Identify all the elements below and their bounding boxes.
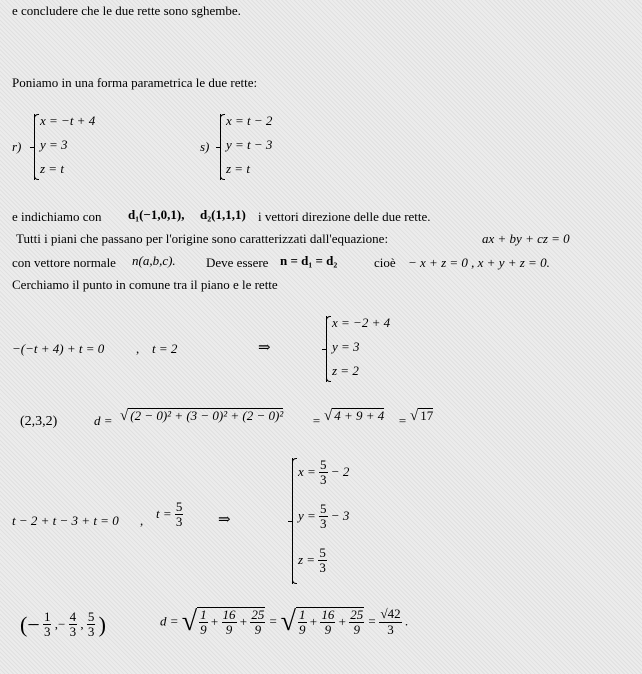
distance-r-radicand: (2 − 0)² + (3 − 0)² + (2 − 0)² [130, 408, 284, 423]
intersection-s-comma: , [140, 513, 144, 528]
sqrt-icon: √ [120, 408, 129, 424]
line-r-label: r) [12, 139, 22, 154]
intersection-s-equation: t − 2 + t − 3 + t = 0 [12, 513, 119, 528]
implies-icon: ⇒ [258, 340, 271, 356]
sqrt-icon: √ [181, 606, 198, 637]
intersection-s-system [292, 458, 392, 584]
distance-r-result: 17 [420, 408, 434, 423]
intersection-r-x: x = −2 + 4 [332, 315, 391, 330]
vector-d2: d₂(1,1,1) [200, 207, 246, 222]
intersection-r-z: z = 2 [332, 363, 359, 378]
intersection-s-t [156, 500, 183, 530]
line-s-label: s) [200, 139, 210, 154]
distance-r-mid-root [324, 408, 384, 425]
intersection-s-t-lhs: t = [156, 505, 172, 521]
distance-s-result-num: √42 [380, 606, 401, 622]
plane-equation: ax + by + cz = 0 [482, 231, 570, 246]
implies-icon: ⇒ [218, 512, 231, 528]
intersection-s-z: z = $\frac{5}{3}$ [298, 545, 326, 576]
intersection-r-y: y = 3 [332, 339, 360, 354]
line-r-eq2: y = 3 [40, 137, 68, 152]
line-s-eq1: x = t − 2 [226, 113, 273, 128]
distance-s-lhs: d = [160, 613, 179, 629]
intersection-s-x: x = $\frac{5}{3}$ − 2 [298, 457, 350, 488]
line-s-eq3: z = t [226, 161, 250, 176]
plane-normal: n(a,b,c). [132, 253, 176, 268]
planes-text: Tutti i piani che passano per l'origine sono caratterizzati dall'equazione: [16, 231, 389, 246]
intersection-s-t-num: 5 [175, 499, 183, 514]
plane-equations: − x + z = 0 , x + y + z = 0. [408, 255, 550, 270]
vectors-text-b: i vettori direzione delle due rette. [258, 209, 431, 224]
distance-s: d = √ $\frac{1}{9}$ + $\frac{16}{9}$ + $\frac{25}{9}$ = √ $\frac{1}{9}$ + $\frac{16}{9}$ + $\frac{25}{9}$ = $\frac{√42}{3}$ . [160, 606, 409, 638]
line-s-system [220, 114, 340, 180]
distance-r-root [120, 408, 283, 425]
distance-r-eq: = [312, 413, 321, 428]
distance-r-lhs: d = [94, 413, 113, 428]
intersection-r-point: (2,3,2) [20, 414, 58, 429]
distance-r-mid: 4 + 9 + 4 [334, 408, 385, 423]
line-r-eq3: z = t [40, 161, 64, 176]
intro-text: e concludere che le due rette sono sghembe. [12, 3, 241, 18]
line-r-eq1: x = −t + 4 [40, 113, 96, 128]
intersection-r-t: t = 2 [152, 341, 178, 356]
distance-s-result-den: 3 [387, 621, 394, 637]
intersection-s-t-den: 3 [175, 514, 183, 530]
normal-text-b: Deve essere [206, 255, 269, 270]
vector-d1: d₁(−1,0,1), [128, 207, 185, 222]
intersection-r-equation: −(−t + 4) + t = 0 [12, 341, 105, 356]
sqrt-icon: √ [324, 408, 333, 424]
normal-text-a: con vettore normale [12, 255, 116, 270]
line-s-eq2: y = t − 3 [226, 137, 273, 152]
intersection-r-system [326, 316, 426, 382]
intersection-s-y: y = $\frac{5}{3}$ − 3 [298, 501, 350, 532]
distance-r-eq2: = [398, 413, 407, 428]
vectors-text-a: e indichiamo con [12, 209, 102, 224]
sqrt-icon: √ [410, 408, 419, 424]
plane-condition: n = d₁ = d₂ [280, 253, 338, 268]
search-text: Cerchiamo il punto in comune tra il piano e le rette [12, 277, 278, 292]
normal-text-c: cioè [374, 255, 396, 270]
param-intro-text: Poniamo in una forma parametrica le due rette: [12, 75, 258, 90]
distance-r-result-root [410, 408, 433, 425]
intersection-s-point: (− $\frac{1}{3}$ ,− $\frac{4}{3}$ , $\frac{5}{3}$ ) [20, 609, 106, 640]
intersection-r-comma: , [136, 341, 140, 356]
sqrt-icon: √ [280, 606, 296, 637]
line-r-system [34, 114, 154, 180]
